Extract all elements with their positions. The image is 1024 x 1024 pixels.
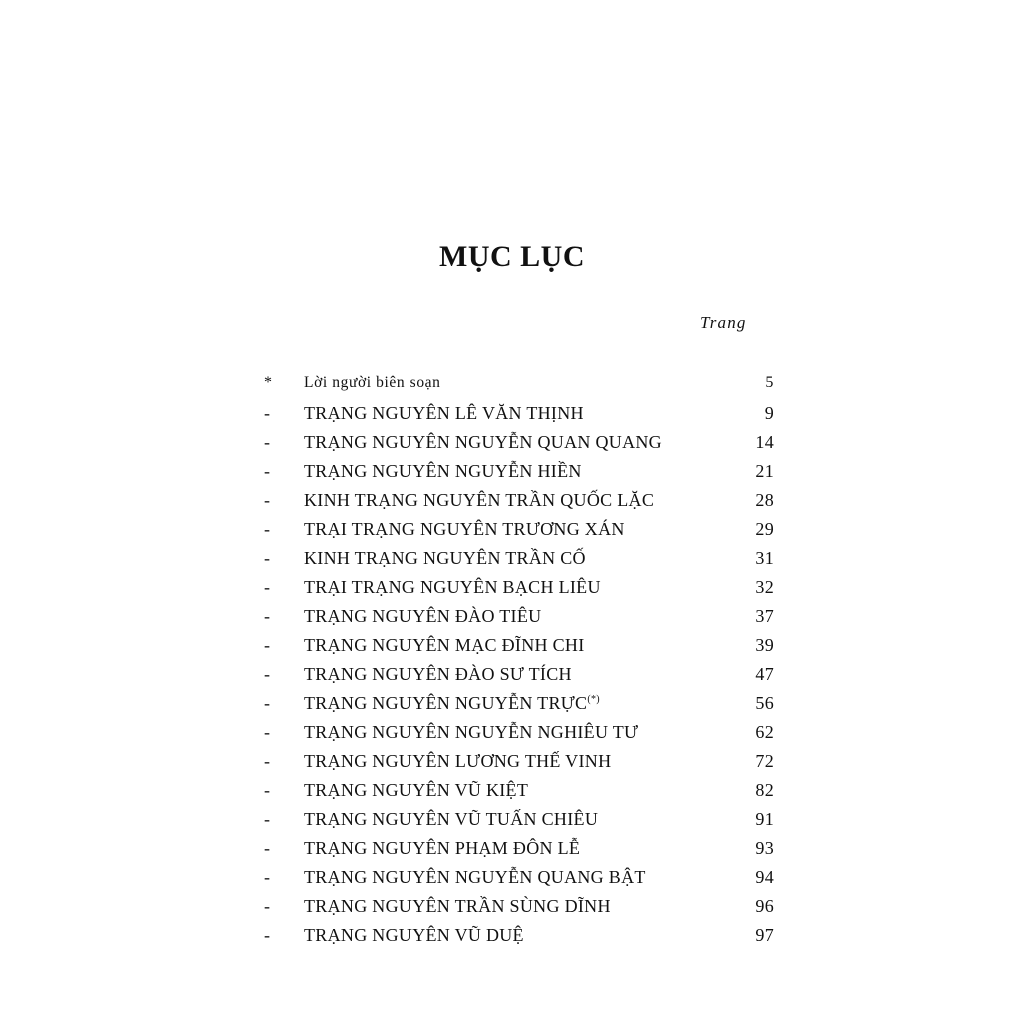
- toc-entry-label-text: TRẠNG NGUYÊN NGUYỄN QUANG BẬT: [304, 867, 646, 887]
- toc-entry[interactable]: [264, 780, 774, 809]
- toc-entry-label: [304, 490, 714, 511]
- toc-entry[interactable]: [264, 809, 774, 838]
- toc-entry-page-number: 9: [764, 403, 774, 423]
- toc-entry-marker: -: [264, 461, 271, 481]
- toc-entry-footnote-marker: (*): [587, 694, 600, 705]
- toc-entry-label-text: TRẠNG NGUYÊN LÊ VĂN THỊNH: [304, 403, 584, 423]
- toc-entry-label-text: TRẠNG NGUYÊN NGUYỄN NGHIÊU TƯ: [304, 722, 639, 742]
- toc-entry[interactable]: [264, 519, 774, 548]
- toc-entry[interactable]: [264, 896, 774, 925]
- toc-entry-page-number: 93: [755, 838, 774, 858]
- toc-entry-label: [304, 809, 714, 830]
- toc-entry-marker: *: [264, 374, 273, 391]
- toc-entry-label: [304, 635, 714, 656]
- toc-entry[interactable]: [264, 925, 774, 954]
- toc-entry-label: [304, 432, 714, 453]
- toc-entry-page-number: 82: [755, 780, 774, 800]
- toc-entry-label-text: TRẠI TRẠNG NGUYÊN BẠCH LIÊU: [304, 577, 601, 597]
- toc-entry-label-text: TRẠNG NGUYÊN ĐÀO SƯ TÍCH: [304, 664, 572, 684]
- toc-entry-marker: -: [264, 490, 271, 510]
- toc-entry-marker: -: [264, 809, 271, 829]
- toc-entry-label: [304, 461, 714, 482]
- toc-entry[interactable]: [264, 838, 774, 867]
- toc-entry-page-number: 56: [755, 693, 774, 713]
- toc-entry-page-number: 39: [755, 635, 774, 655]
- toc-entry[interactable]: [264, 432, 774, 461]
- toc-entry-label-text: TRẠNG NGUYÊN ĐÀO TIÊU: [304, 606, 542, 626]
- toc-entry[interactable]: [264, 403, 774, 432]
- toc-entry[interactable]: [264, 867, 774, 896]
- toc-entry-label: [304, 896, 714, 917]
- toc-entry-page-number: 21: [755, 461, 774, 481]
- toc-entry-marker: -: [264, 896, 271, 916]
- toc-entry-page-number: 14: [755, 432, 774, 452]
- toc-entry-label: [304, 838, 714, 859]
- toc-entry-label: [304, 751, 714, 772]
- toc-entry-marker: -: [264, 722, 271, 742]
- toc-entry-label: [304, 519, 714, 540]
- toc-entry-page-number: 32: [755, 577, 774, 597]
- toc-entry-page-number: 72: [755, 751, 774, 771]
- toc-entry-label-text: TRẠNG NGUYÊN LƯƠNG THẾ VINH: [304, 751, 612, 771]
- toc-entry-label-text: KINH TRẠNG NGUYÊN TRẦN CỐ: [304, 548, 586, 568]
- toc-entry-label: [304, 548, 714, 569]
- toc-entry-label-text: TRẠNG NGUYÊN NGUYỄN QUAN QUANG: [304, 432, 662, 452]
- toc-entry-label-text: TRẠNG NGUYÊN MẠC ĐĨNH CHI: [304, 635, 585, 655]
- toc-entry-label-text: Lời người biên soạn: [304, 374, 441, 391]
- toc-entry[interactable]: [264, 722, 774, 751]
- toc-entry-marker: -: [264, 403, 271, 423]
- toc-entry-marker: -: [264, 751, 271, 771]
- toc-entry-page-number: 31: [755, 548, 774, 568]
- toc-entry-label: [304, 867, 714, 888]
- toc-entry-label: [304, 374, 714, 392]
- toc-entry[interactable]: [264, 374, 774, 403]
- toc-entry-page-number: 5: [765, 374, 774, 391]
- toc-entry-label: [304, 925, 714, 946]
- toc-entry-marker: -: [264, 867, 271, 887]
- toc-entry[interactable]: [264, 635, 774, 664]
- table-of-contents: [264, 374, 774, 954]
- toc-entry-page-number: 96: [755, 896, 774, 916]
- toc-entry-page-number: 97: [755, 925, 774, 945]
- toc-entry-marker: -: [264, 548, 271, 568]
- toc-entry-marker: -: [264, 664, 271, 684]
- toc-entry[interactable]: [264, 490, 774, 519]
- page-number-column-header: Trang: [700, 313, 747, 332]
- toc-entry-label-text: TRẠI TRẠNG NGUYÊN TRƯƠNG XÁN: [304, 519, 625, 539]
- toc-entry[interactable]: [264, 693, 774, 722]
- toc-entry-marker: -: [264, 577, 271, 597]
- toc-entry-marker: -: [264, 519, 271, 539]
- toc-entry-label-text: TRẠNG NGUYÊN NGUYỄN HIỀN: [304, 461, 582, 481]
- toc-entry-label: [304, 722, 714, 743]
- toc-entry-page-number: 62: [755, 722, 774, 742]
- toc-entry-label: [304, 780, 714, 801]
- toc-entry-label: [304, 606, 714, 627]
- toc-entry-page-number: 91: [755, 809, 774, 829]
- toc-entry-label: [304, 577, 714, 598]
- toc-entry-page-number: 29: [755, 519, 774, 539]
- toc-entry-marker: -: [264, 838, 271, 858]
- toc-entry[interactable]: [264, 606, 774, 635]
- page-title: MỤC LỤC: [439, 240, 585, 273]
- toc-entry-label-text: TRẠNG NGUYÊN VŨ KIỆT: [304, 780, 529, 800]
- toc-entry-page-number: 47: [755, 664, 774, 684]
- toc-entry-marker: -: [264, 925, 271, 945]
- toc-entry-marker: -: [264, 635, 271, 655]
- toc-entry-marker: -: [264, 432, 271, 452]
- toc-entry-page-number: 28: [755, 490, 774, 510]
- toc-entry[interactable]: [264, 548, 774, 577]
- toc-entry-label: [304, 664, 714, 685]
- toc-entry-label-text: TRẠNG NGUYÊN NGUYỄN TRỰC: [304, 693, 588, 713]
- toc-entry-label: [304, 403, 714, 424]
- toc-entry[interactable]: [264, 577, 774, 606]
- toc-entry-label-text: TRẠNG NGUYÊN TRẦN SÙNG DĨNH: [304, 896, 611, 916]
- toc-entry[interactable]: [264, 664, 774, 693]
- toc-entry-page-number: 94: [755, 867, 774, 887]
- toc-entry-marker: -: [264, 693, 271, 713]
- toc-entry-marker: -: [264, 780, 271, 800]
- toc-entry[interactable]: [264, 461, 774, 490]
- toc-entry-page-number: 37: [755, 606, 774, 626]
- toc-entry-label-text: TRẠNG NGUYÊN VŨ TUẤN CHIÊU: [304, 809, 599, 829]
- toc-entry-label-text: KINH TRẠNG NGUYÊN TRẦN QUỐC LẶC: [304, 490, 655, 510]
- toc-entry-label-text: TRẠNG NGUYÊN PHẠM ĐÔN LỄ: [304, 838, 581, 858]
- toc-entry-label: [304, 693, 714, 714]
- toc-entry-marker: -: [264, 606, 271, 626]
- toc-entry-label-text: TRẠNG NGUYÊN VŨ DUỆ: [304, 925, 524, 945]
- toc-entry[interactable]: [264, 751, 774, 780]
